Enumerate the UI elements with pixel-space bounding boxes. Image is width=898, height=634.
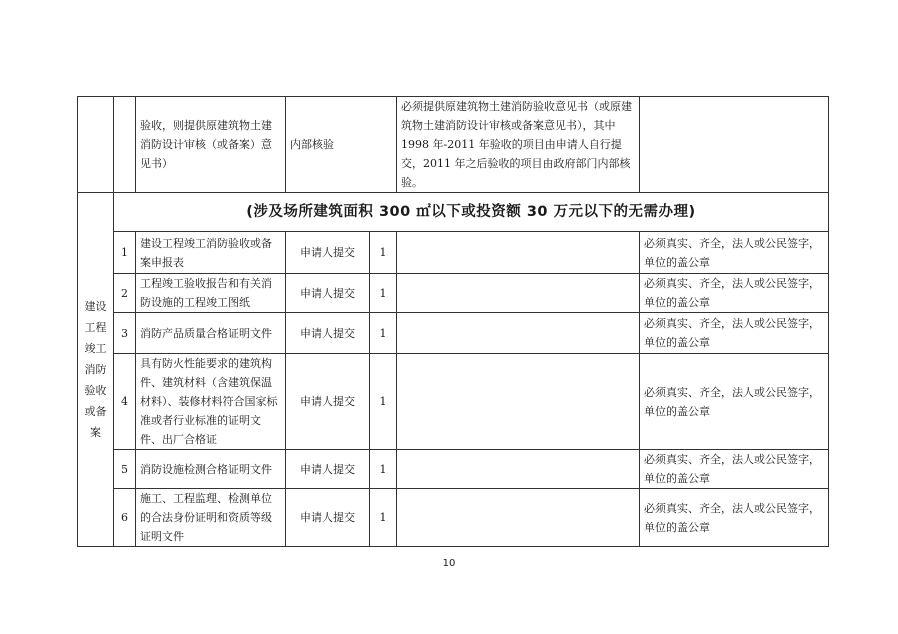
material-source: 申请人提交 <box>286 354 370 450</box>
copies: 1 <box>370 232 397 274</box>
material-name: 具有防火性能要求的建筑构件、建筑材料（含建筑保温材料）、装修材料符合国家标准或者行业标准的证明文件、出厂合格证 <box>136 354 286 450</box>
copies: 1 <box>370 489 397 547</box>
material-name: 消防产品质量合格证明文件 <box>136 313 286 354</box>
material-note: 必须提供原建筑物土建消防验收意见书（或原建筑物土建消防设计审核或备案意见书），其中1998 年-2011 年验收的项目由申请人自行提交，2011 年之后验收的项目由政府部门内部核验。 <box>397 97 640 193</box>
material-spec <box>397 450 640 489</box>
material-name: 施工、工程监理、检测单位的合法身份证明和资质等级证明文件 <box>136 489 286 547</box>
copies: 1 <box>370 313 397 354</box>
material-spec <box>397 274 640 313</box>
material-spec <box>397 232 640 274</box>
material-spec <box>397 489 640 547</box>
row-number: 1 <box>114 232 136 274</box>
material-name: 验收，则提供原建筑物土建消防设计审核（或备案）意见书） <box>136 97 286 193</box>
material-source: 内部核验 <box>286 97 397 193</box>
material-source: 申请人提交 <box>286 232 370 274</box>
row-number: 6 <box>114 489 136 547</box>
material-note: 必须真实、齐全，法人或公民签字，单位的盖公章 <box>640 232 829 274</box>
material-source: 申请人提交 <box>286 313 370 354</box>
table-row <box>78 489 829 547</box>
material-note: 必须真实、齐全，法人或公民签字，单位的盖公章 <box>640 450 829 489</box>
material-source: 申请人提交 <box>286 450 370 489</box>
material-note: 必须真实、齐全，法人或公民签字，单位的盖公章 <box>640 354 829 450</box>
material-source: 申请人提交 <box>286 489 370 547</box>
material-name: 工程竣工验收报告和有关消防设施的工程竣工图纸 <box>136 274 286 313</box>
exemption-banner: (涉及场所建筑面积 300 ㎡以下或投资额 30 万元以下的无需办理) <box>114 193 829 232</box>
material-source: 申请人提交 <box>286 274 370 313</box>
table-row <box>78 232 829 274</box>
materials-table <box>77 96 829 547</box>
row-number: 4 <box>114 354 136 450</box>
page-number: 10 <box>442 558 456 569</box>
row-number: 5 <box>114 450 136 489</box>
material-note: 必须真实、齐全，法人或公民签字，单位的盖公章 <box>640 489 829 547</box>
material-note: 必须真实、齐全，法人或公民签字，单位的盖公章 <box>640 274 829 313</box>
material-note: 必须真实、齐全，法人或公民签字，单位的盖公章 <box>640 313 829 354</box>
table-row <box>78 193 829 232</box>
table-row <box>78 274 829 313</box>
material-name: 消防设施检测合格证明文件 <box>136 450 286 489</box>
category-cell-blank <box>78 97 114 193</box>
row-number: 2 <box>114 274 136 313</box>
table-row <box>78 313 829 354</box>
row-number: 3 <box>114 313 136 354</box>
copies: 1 <box>370 354 397 450</box>
table-row <box>78 450 829 489</box>
table-row <box>78 354 829 450</box>
material-spec <box>397 354 640 450</box>
material-name: 建设工程竣工消防验收或备案申报表 <box>136 232 286 274</box>
copies: 1 <box>370 450 397 489</box>
category-label: 建设工程竣工消防验收或备案 <box>78 193 114 547</box>
material-spec <box>397 313 640 354</box>
table-row <box>78 97 829 193</box>
material-spec <box>640 97 829 193</box>
copies: 1 <box>370 274 397 313</box>
number-cell-blank <box>114 97 136 193</box>
